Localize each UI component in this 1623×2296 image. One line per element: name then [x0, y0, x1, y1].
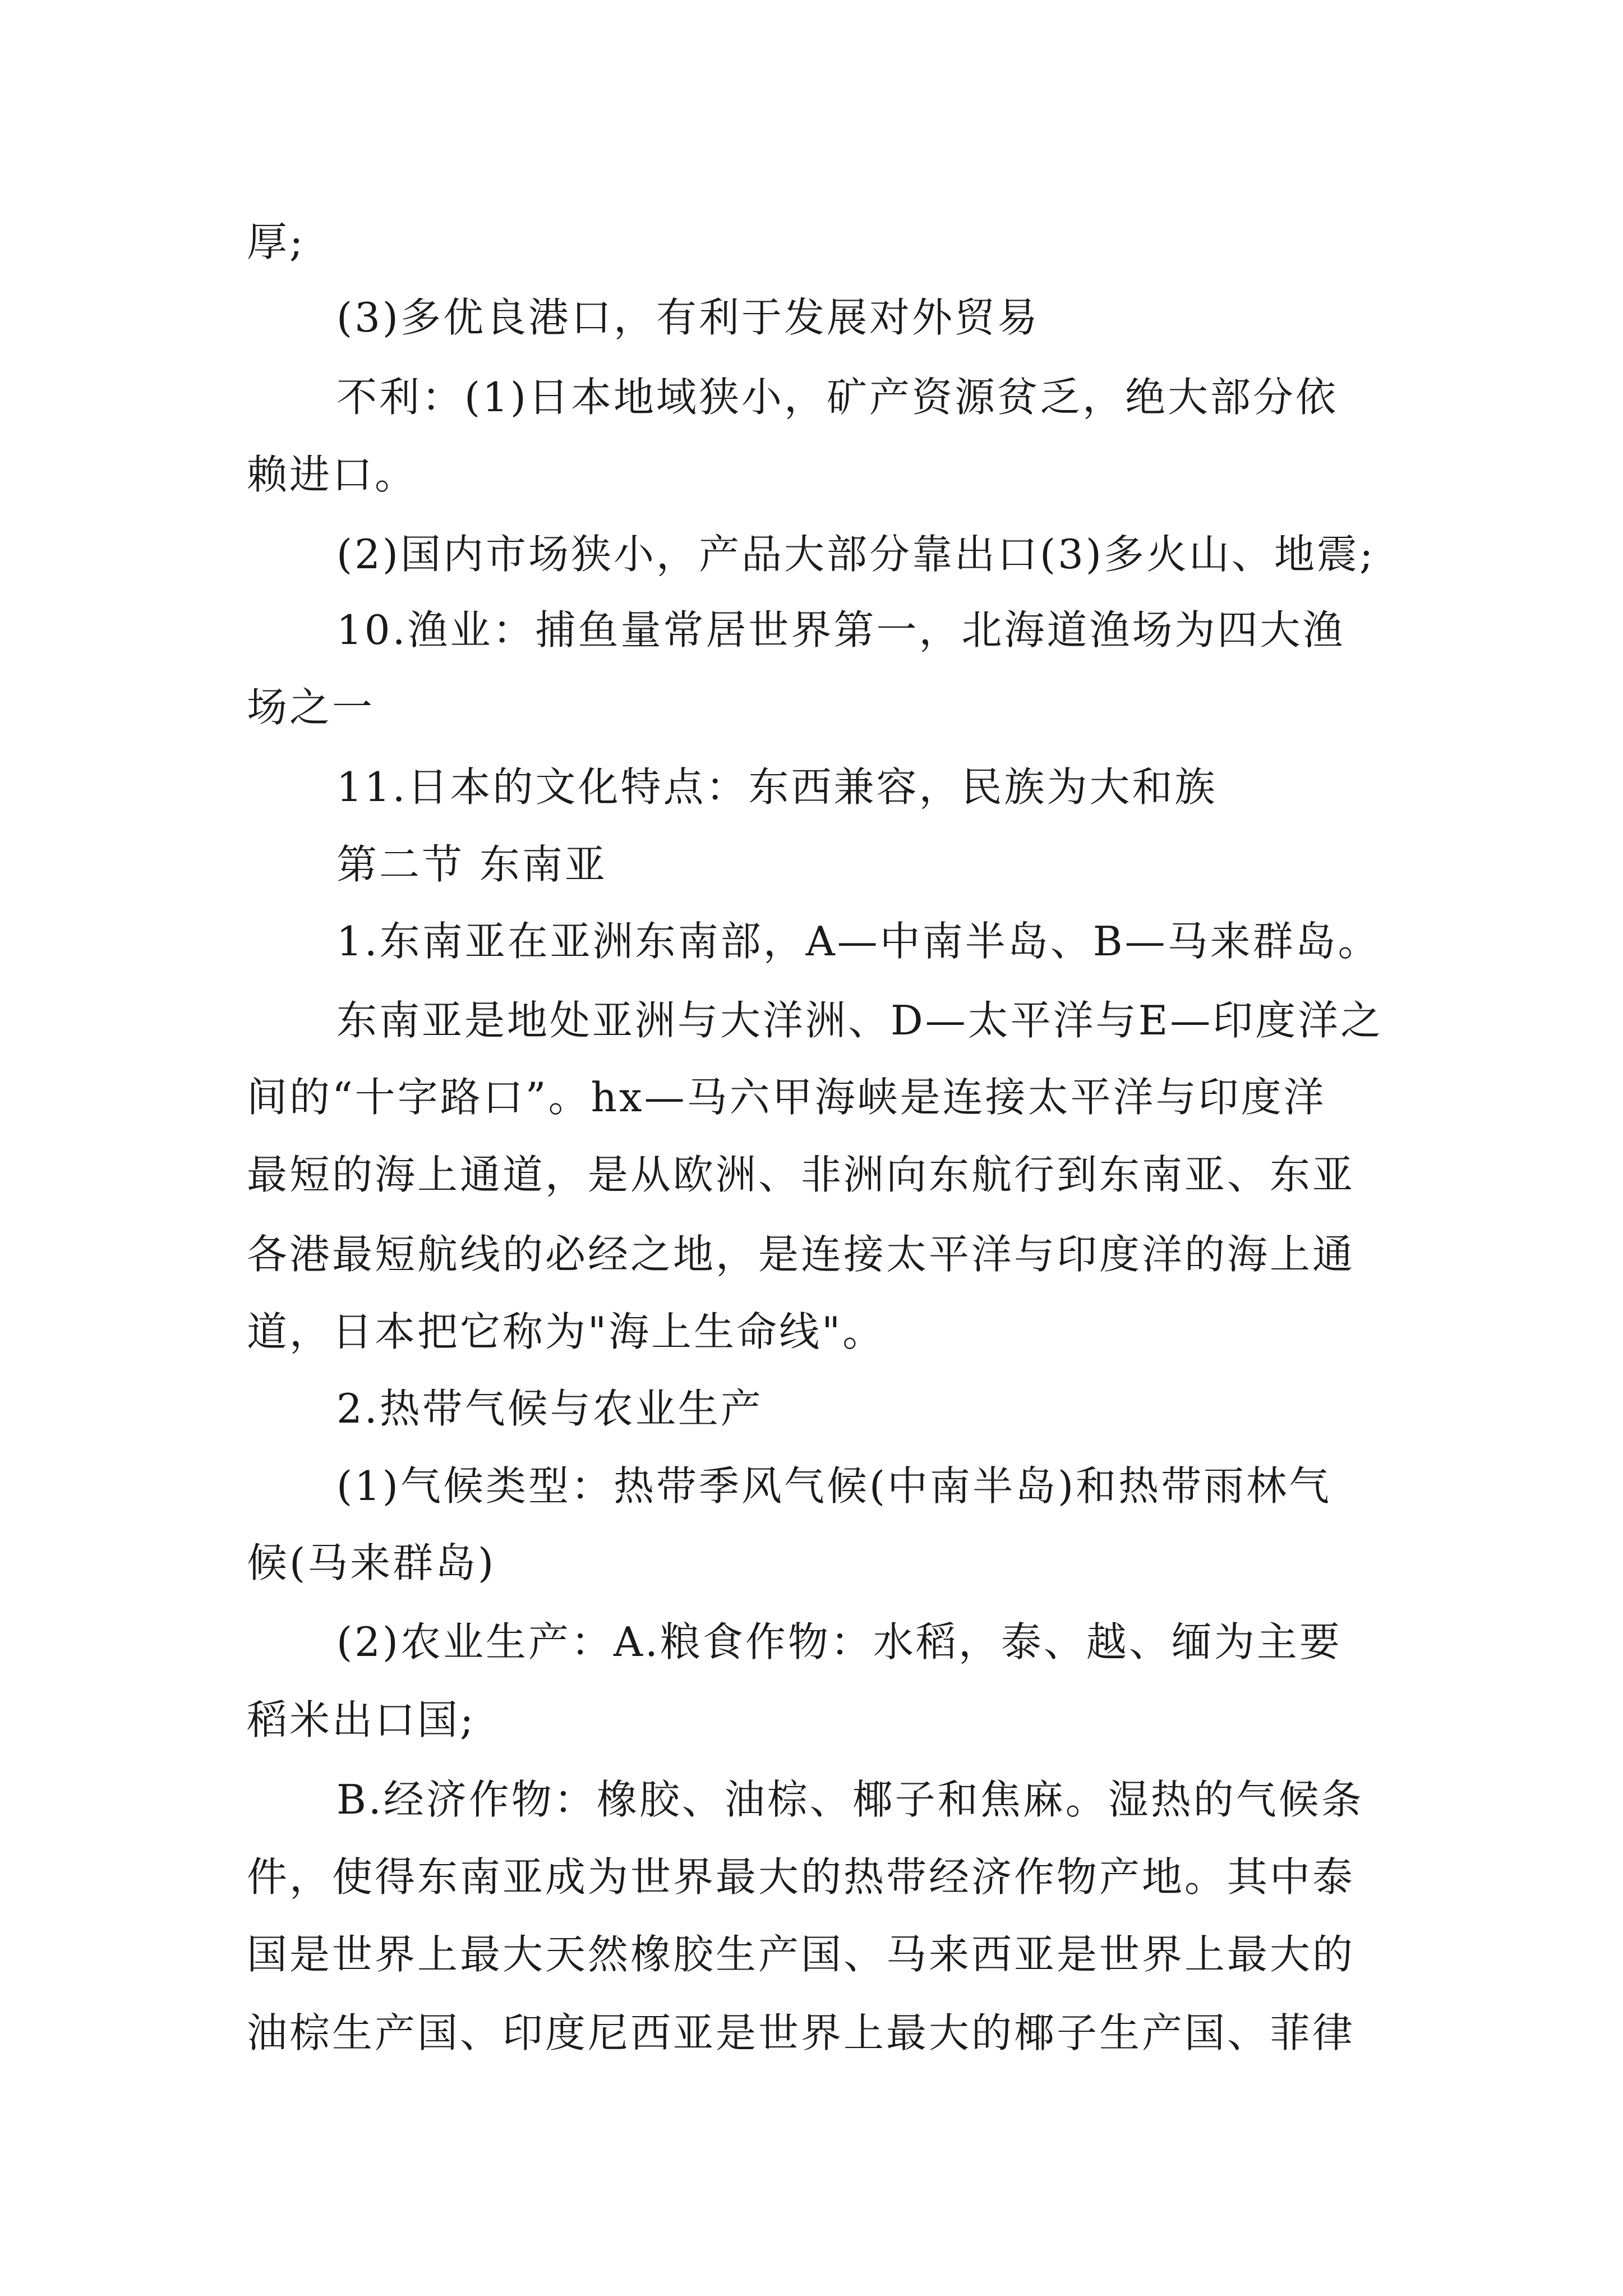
text-line: 1.东南亚在亚洲东南部，A—中南半岛、B—马来群岛。 [336, 918, 1381, 965]
section-heading: 第二节 东南亚 [336, 841, 607, 888]
text-line: 件，使得东南亚成为世界最大的热带经济作物产地。其中泰 [247, 1853, 1355, 1901]
text-line: 2.热带气候与农业生产 [336, 1385, 763, 1432]
text-line: 候(马来群岛) [247, 1539, 496, 1586]
text-line: 最短的海上通道，是从欧洲、非洲向东航行到东南亚、东亚 [247, 1151, 1355, 1198]
text-line: 东南亚是地处亚洲与大洋洲、D—太平洋与E—印度洋之 [336, 997, 1384, 1044]
text-line: (2)农业生产：A.粮食作物：水稻，泰、越、缅为主要 [336, 1618, 1342, 1665]
text-line: 间的“十字路口”。hx—马六甲海峡是连接太平洋与印度洋 [247, 1074, 1326, 1121]
text-line: 各港最短航线的必经之地，是连接太平洋与印度洋的海上通 [247, 1231, 1355, 1278]
text-line: 道，日本把它称为"海上生命线"。 [247, 1308, 886, 1355]
text-line: 10.渔业：捕鱼量常居世界第一，北海道渔场为四大渔 [336, 606, 1345, 654]
text-line: 厚; [247, 218, 306, 265]
text-line: 国是世界上最大天然橡胶生产国、马来西亚是世界上最大的 [247, 1931, 1355, 1978]
text-line: 不利：(1)日本地域狭小，矿产资源贫乏，绝大部分依 [336, 374, 1338, 421]
text-line: 11.日本的文化特点：东西兼容，民族为大和族 [336, 763, 1218, 811]
text-line: (1)气候类型：热带季风气候(中南半岛)和热带雨林气 [336, 1462, 1332, 1510]
text-line: (3)多优良港口，有利于发展对外贸易 [336, 294, 1040, 341]
text-line: 场之一 [247, 684, 375, 731]
text-line: 油棕生产国、印度尼西亚是世界上最大的椰子生产国、菲律 [247, 2009, 1355, 2056]
text-line: 稻米出口国; [247, 1696, 476, 1743]
text-line: 赖进口。 [247, 451, 418, 498]
text-line: (2)国内市场狭小，产品大部分靠出口(3)多火山、地震; [336, 531, 1376, 578]
text-line: B.经济作物：橡胶、油棕、椰子和焦麻。湿热的气候条 [336, 1776, 1364, 1823]
